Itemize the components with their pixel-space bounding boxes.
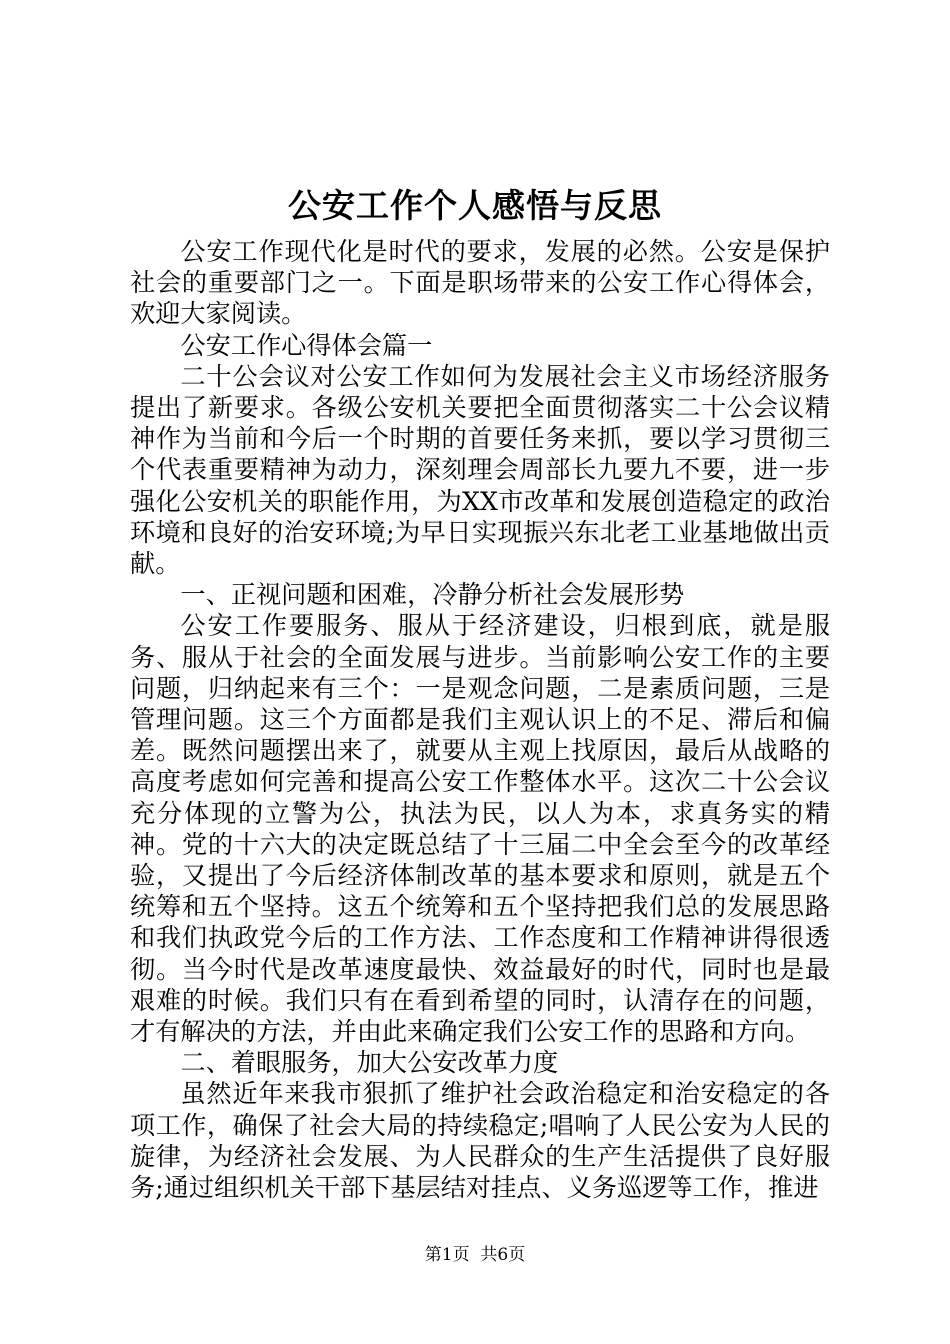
document-title: 公安工作个人感悟与反思 <box>288 186 662 225</box>
document-body <box>130 236 830 1203</box>
body-paragraph: 二十公会议对公安工作如何为发展社会主义市场经济服务提出了新要求。各级公安机关要把全面贯彻落实二十公会议精神作为当前和今后一个时期的首要任务来抓，要以学习贯彻三个代表重要精神为动力，深刻理会周部长九要九不要，进一步强化公安机关的职能作用，为XX市改革和发展创造稳定的政治环境和良好的治安环境;为早日实现振兴东北老工业基地做出贡献。 <box>130 361 830 579</box>
section-heading: 一、正视问题和困难，冷静分析社会发展形势 <box>180 580 685 610</box>
body-paragraph: 公安工作要服务、服从于经济建设，归根到底，就是服务、服从于社会的全面发展与进步。当前影响公安工作的主要问题，归纳起来有三个：一是观念问题，二是素质问题，三是管理问题。这三个方面都是我们主观认识上的不足、滞后和偏差。既然问题摆出来了，就要从主观上找原因，最后从战略的高度考虑如何完善和提高公安工作整体水平。这次二十公会议充分体现的立警为公，执法为民，以人为本，求真务实的精神。党的十六大的决定既总结了十三届二中全会至今的改革经验，又提出了今后经济体制改革的基本要求和原则，就是五个统筹和五个坚持。这五个统筹和五个坚持把我们总的发展思路和我们执政党今后的工作方法、工作态度和工作精神讲得很透彻。当今时代是改革速度最快、效益最好的时代，同时也是最艰难的时候。我们只有在看到希望的同时，认清存在的问题，才有解决的方法，并由此来确定我们公安工作的思路和方向。 <box>130 611 830 1047</box>
page-number-footer: 第1页 共6页 <box>424 1245 526 1265</box>
body-paragraph: 虽然近年来我市狠抓了维护社会政治稳定和治安稳定的各项工作，确保了社会大局的持续稳定;唱响了人民公安为人民的旋律，为经济社会发展、为人民群众的生产生活提供了良好服务;通过组织机关干部下基层结对挂点、义务巡逻等工作，推进 <box>130 1079 830 1203</box>
intro-paragraph: 公安工作现代化是时代的要求，发展的必然。公安是保护社会的重要部门之一。下面是职场带来的公安工作心得体会，欢迎大家阅读。 <box>130 237 830 329</box>
section-heading: 二、着眼服务，加大公安改革力度 <box>180 1048 559 1078</box>
section-heading-part-one: 公安工作心得体会篇一 <box>180 330 433 360</box>
